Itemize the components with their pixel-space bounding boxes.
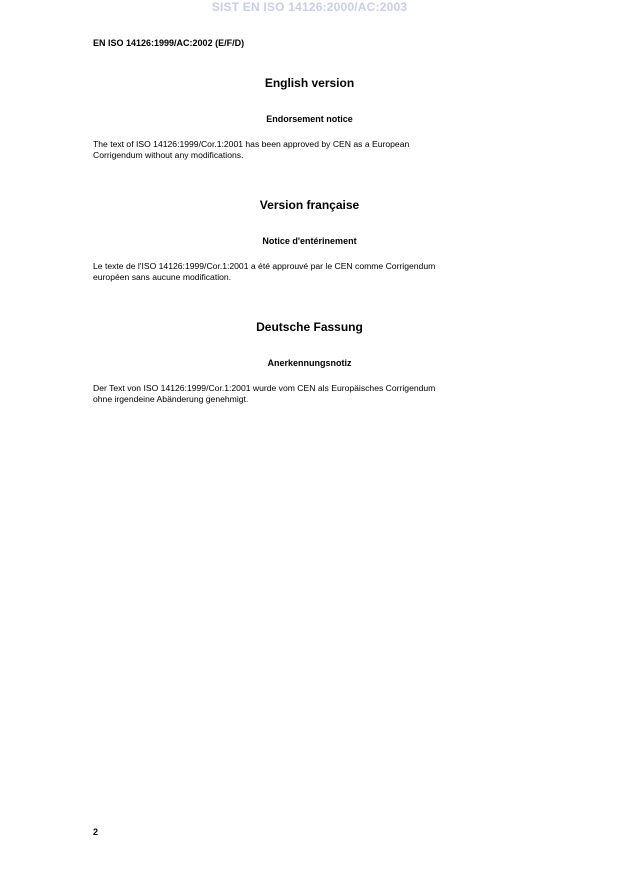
body-line: Le texte de l'ISO 14126:1999/Cor.1:2001 a été approuvé par le CEN comme Corrigendum [93, 261, 436, 271]
section-title-german: Deutsche Fassung [256, 320, 363, 334]
section-subtitle-german: Anerkennungsnotiz [267, 358, 352, 368]
section-subtitle-french: Notice d'entérinement [262, 236, 357, 246]
section-body-german [93, 383, 533, 404]
body-line: Der Text von ISO 14126:1999/Cor.1:2001 wurde vom CEN als Europäisches Corrigendum [93, 383, 436, 393]
body-line: ohne irgendeine Abänderung genehmigt. [93, 393, 249, 404]
body-line: européen sans aucune modification. [93, 271, 232, 282]
body-line: Corrigendum without any modifications. [93, 149, 244, 160]
section-body-english [93, 139, 533, 160]
body-line: The text of ISO 14126:1999/Cor.1:2001 has been approved by CEN as a European [93, 139, 410, 149]
section-body-french [93, 261, 533, 282]
document-id: EN ISO 14126:1999/AC:2002 (E/F/D) [93, 38, 245, 48]
watermark: SIST EN ISO 14126:2000/AC:2003 [211, 0, 408, 14]
section-title-english: English version [264, 76, 355, 90]
page-number: 2 [93, 827, 99, 837]
section-title-french: Version française [259, 198, 360, 212]
section-subtitle-english: Endorsement notice [266, 114, 353, 124]
